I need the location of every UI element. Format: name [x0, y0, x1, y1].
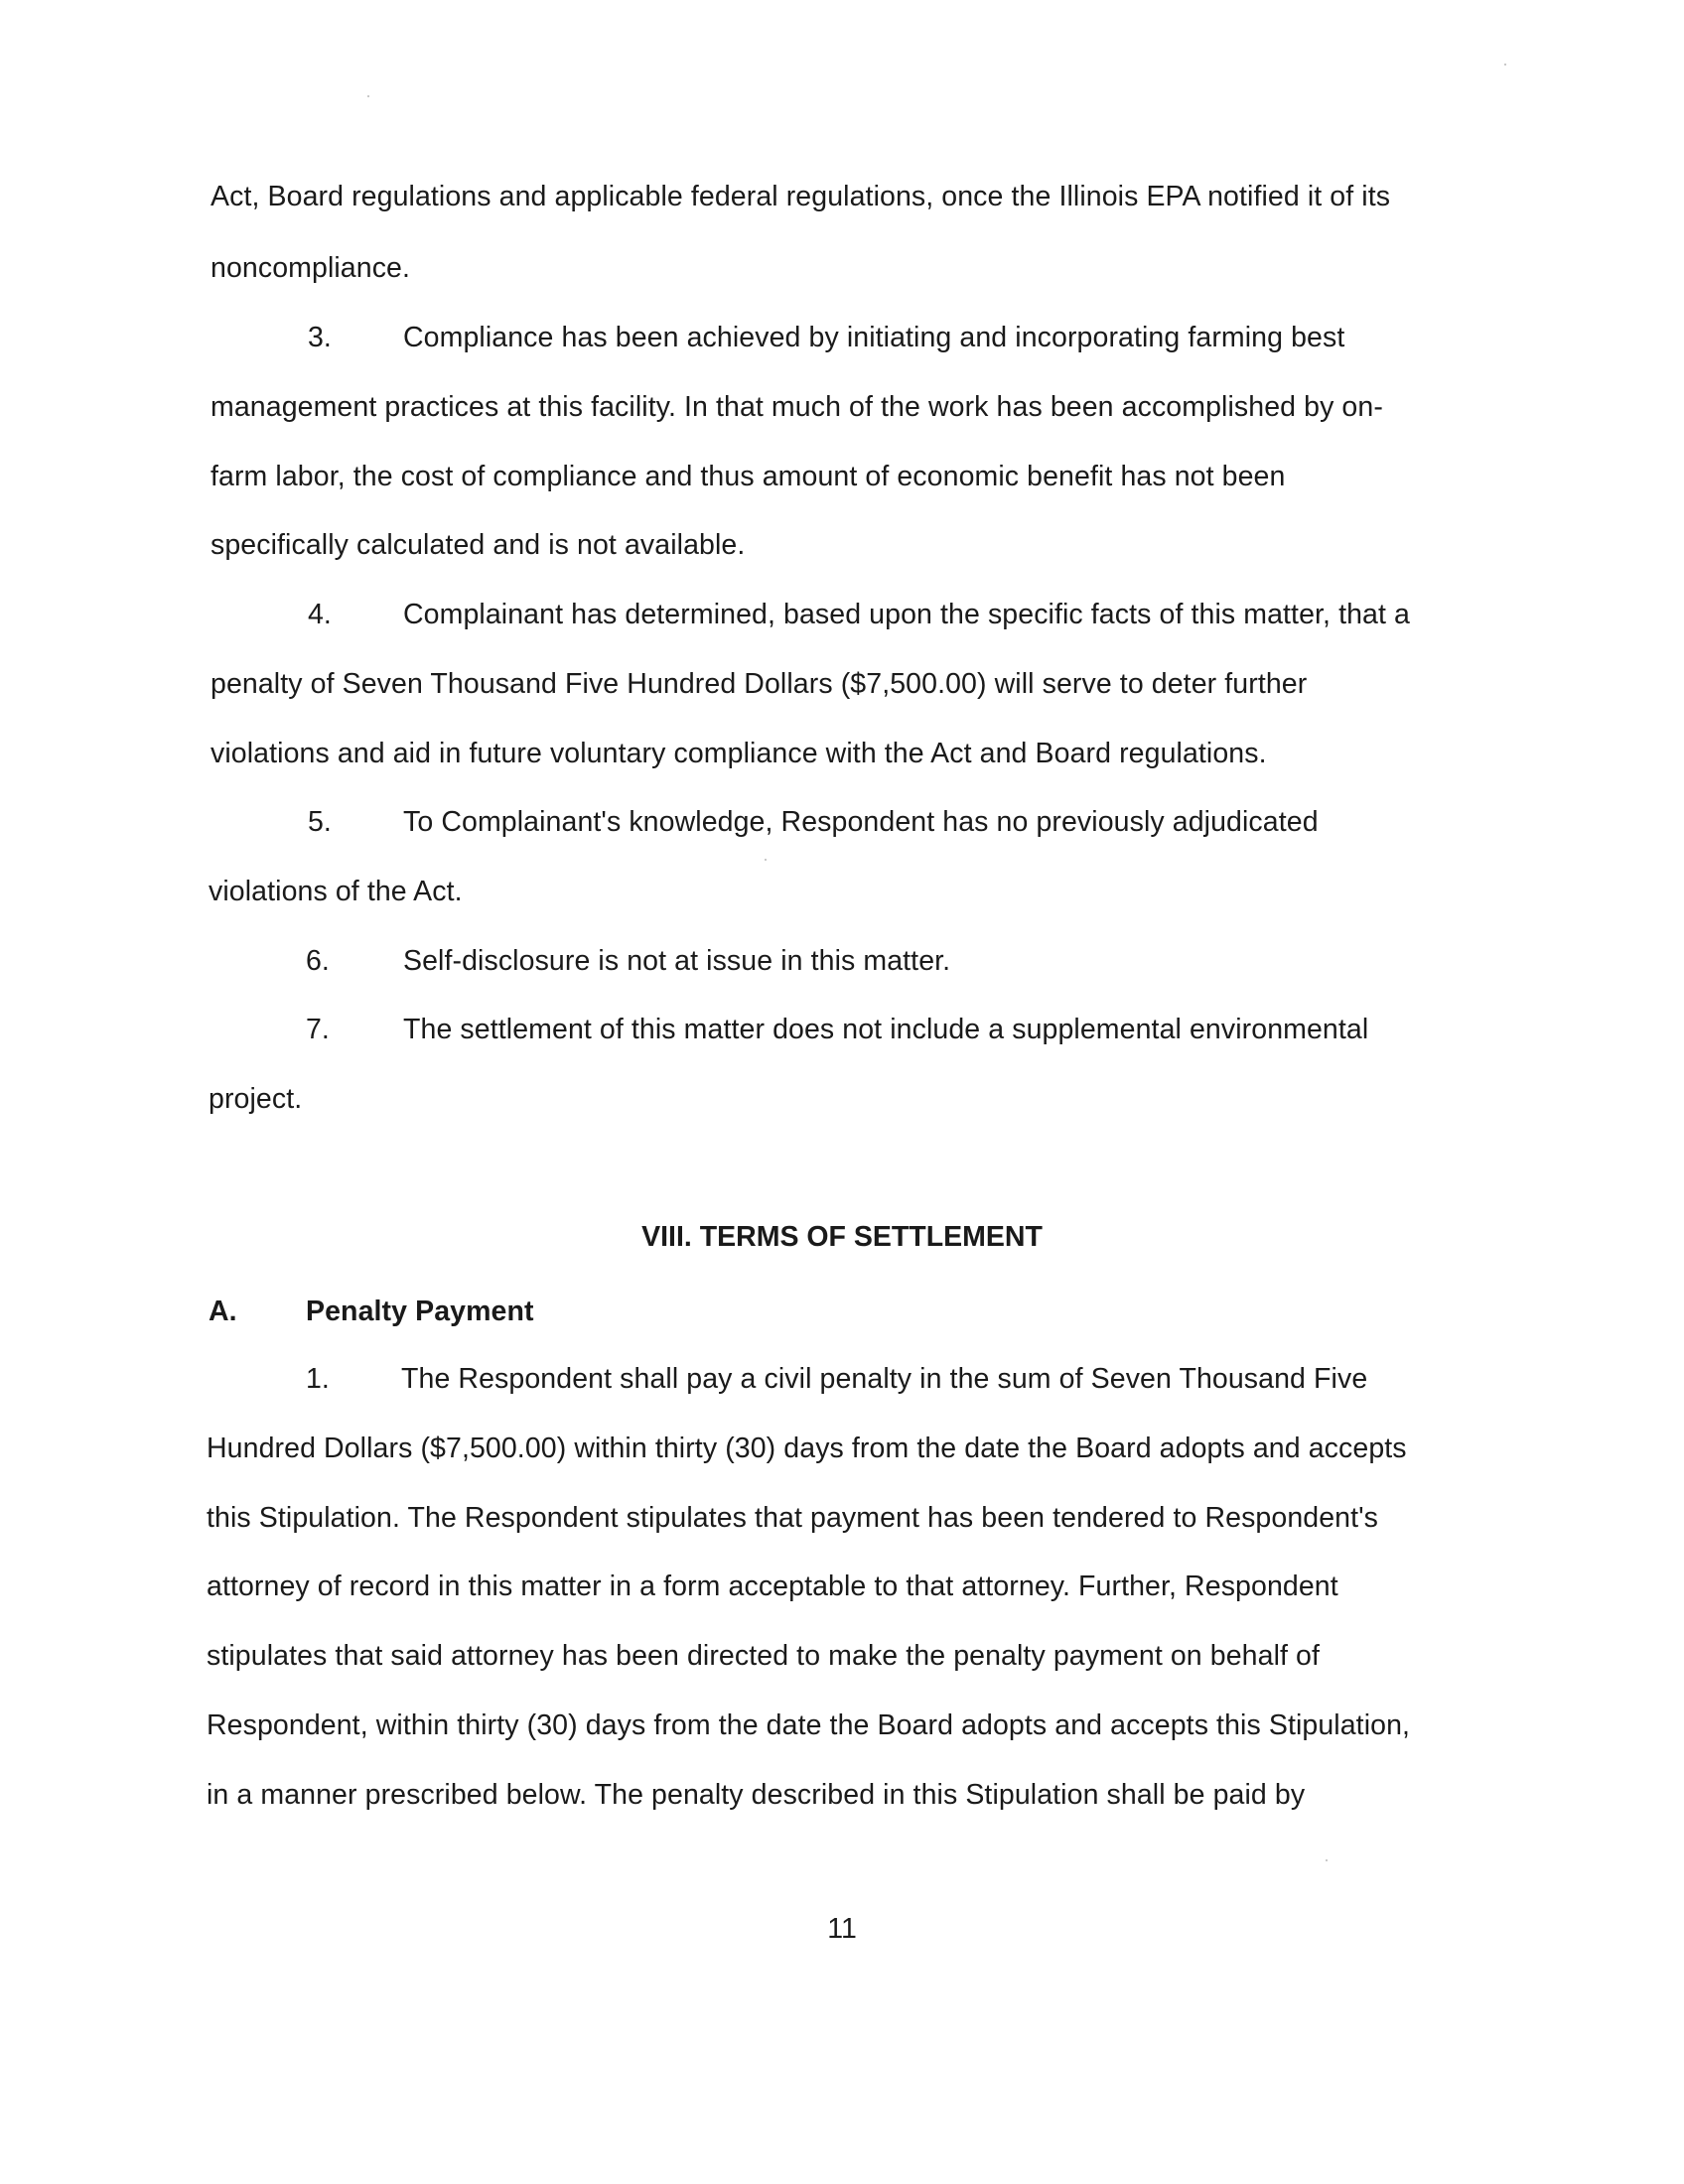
paragraph-7-number: 7.	[306, 1014, 330, 1045]
penalty-paragraph-1-line-4: attorney of record in this matter in a form acceptable to that attorney. Further, Respondent	[207, 1570, 1338, 1602]
page-number: 11	[827, 1913, 857, 1945]
scan-speck	[765, 859, 767, 861]
paragraph-5-line-2: violations of the Act.	[209, 876, 463, 907]
paragraph-3-line-2: management practices at this facility. In that much of the work has been accomplished by on-	[210, 391, 1383, 423]
paragraph-3-line-4: specifically calculated and is not available.	[210, 529, 746, 561]
paragraph-2-line-1: Act, Board regulations and applicable federal regulations, once the Illinois EPA notified it of its	[210, 181, 1391, 212]
paragraph-4-line-2: penalty of Seven Thousand Five Hundred Dollars ($7,500.00) will serve to deter further	[210, 668, 1308, 700]
paragraph-5-line-1: To Complainant's knowledge, Respondent has no previously adjudicated	[403, 806, 1319, 838]
scan-speck	[367, 95, 369, 97]
paragraph-7-line-1: The settlement of this matter does not include a supplemental environmental	[403, 1014, 1369, 1045]
paragraph-5-number: 5.	[308, 806, 332, 838]
penalty-paragraph-1-line-6: Respondent, within thirty (30) days from the date the Board adopts and accepts this Stipulation,	[207, 1709, 1411, 1741]
subsection-title: Penalty Payment	[306, 1296, 534, 1327]
paragraph-3-number: 3.	[308, 322, 332, 353]
scan-speck	[1326, 1859, 1328, 1861]
paragraph-3-line-1: Compliance has been achieved by initiating and incorporating farming best	[403, 322, 1345, 353]
paragraph-4-line-1: Complainant has determined, based upon the specific facts of this matter, that a	[403, 599, 1410, 630]
paragraph-4-number: 4.	[308, 599, 332, 630]
paragraph-3-line-3: farm labor, the cost of compliance and thus amount of economic benefit has not been	[210, 461, 1286, 492]
subsection-letter: A.	[209, 1296, 237, 1327]
section-heading: VIII. TERMS OF SETTLEMENT	[641, 1221, 1043, 1253]
paragraph-7-line-2: project.	[209, 1083, 303, 1115]
penalty-paragraph-1-line-1: The Respondent shall pay a civil penalty in the sum of Seven Thousand Five	[401, 1363, 1368, 1395]
paragraph-2-line-2: noncompliance.	[210, 252, 411, 284]
paragraph-6-line-1: Self-disclosure is not at issue in this matter.	[403, 945, 951, 977]
scan-speck	[1504, 64, 1506, 66]
penalty-paragraph-1-number: 1.	[306, 1363, 330, 1395]
penalty-paragraph-1-line-2: Hundred Dollars ($7,500.00) within thirty (30) days from the date the Board adopts and accepts	[207, 1433, 1407, 1464]
paragraph-6-number: 6.	[306, 945, 330, 977]
paragraph-4-line-3: violations and aid in future voluntary compliance with the Act and Board regulations.	[210, 738, 1267, 769]
penalty-paragraph-1-line-3: this Stipulation. The Respondent stipulates that payment has been tendered to Respondent's	[207, 1502, 1379, 1534]
penalty-paragraph-1-line-5: stipulates that said attorney has been directed to make the penalty payment on behalf of	[207, 1640, 1321, 1672]
penalty-paragraph-1-line-7: in a manner prescribed below. The penalty described in this Stipulation shall be paid by	[207, 1779, 1306, 1811]
